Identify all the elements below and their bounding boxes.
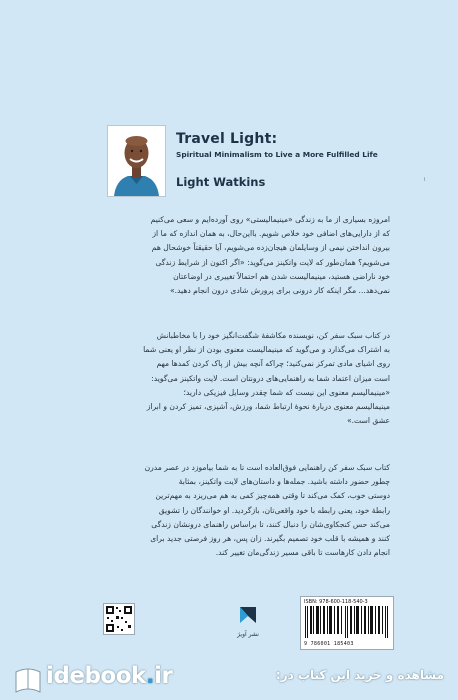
paragraph-line: روی اشیای مادی تمرکز نمی‌کنید؛ چراکه آنچه بیش از پاک کردن کمدها مهم	[156, 359, 390, 369]
paragraph-line: بیرون انداختن نیمی از وسایلمان هیجان‌زده می‌شویم، آیا حقیقتاً خوشحال هم	[151, 243, 390, 253]
paragraph-line: کتاب سبک سفر کن راهنمایی فوق‌العاده است تا به شما بیاموزد در عصر مدرن	[144, 463, 390, 472]
paragraph-line: می‌کند حس کنجکاوی‌شان را دنبال کنند، تا براساس راهنمای درونشان زندگی	[151, 519, 390, 529]
barcode-icon	[305, 606, 389, 638]
site-tld: ir	[154, 663, 173, 689]
description-paragraph-3	[94, 461, 390, 560]
paragraph-line: امروزه بسیاری از ما به زندگی «مینیمالیستی» روی آورده‌ایم و سعی می‌کنیم	[150, 215, 390, 224]
paragraph-line: به اشتراک می‌گذارد و می‌گوید که مینیمالیست معنوی بودن از نظر او یعنی شما	[143, 345, 390, 355]
paragraph-line: چطور حضور داشته باشید. جمله‌ها و داستان‌های لایت واتکینز، بمثابهٔ	[178, 477, 390, 487]
paragraph-line: که از دارایی‌های اضافی خود خلاص شویم. بااین‌حال، به همان اندازه که ما از	[152, 229, 390, 239]
book-subtitle: Spiritual Minimalism to Live a More Fulfilled Life	[176, 150, 378, 159]
isbn-text: ISBN: 978-600-118-540-3	[304, 599, 368, 605]
author-photo	[107, 125, 166, 197]
qr-code-icon	[104, 604, 134, 634]
description-paragraph-2	[94, 329, 390, 428]
paragraph-line: «مینیمالیسم معنوی این نیست که شما چقدر وسایل فیزیکی دارید؛	[183, 387, 390, 397]
paragraph-line: کنند و همیشه با قلب خود تصمیم بگیرند. زان پس، هر روز فرصتی جدید برای	[150, 534, 390, 544]
paragraph-line: خود ناراضی هستید، مینیمالیست شدن هم احتمالاً تغییری در اوضاعتان	[173, 271, 390, 281]
side-mark: ۱	[423, 176, 427, 183]
paragraph-line: نمی‌دهد... مگر اینکه کار درونی برای پرورش شادی درون انجام دهید.»	[170, 286, 390, 296]
publisher-logo-icon	[237, 604, 259, 626]
paragraph-line: دوستی خوب، کمک می‌کند تا وقتی همه‌چیز کمی به هم می‌ریزد به مهم‌ترین	[155, 491, 390, 501]
buy-link-text[interactable]: مشاهده و خرید این کتاب در:	[275, 668, 444, 682]
paragraph-line: عشق است.»	[346, 416, 390, 426]
site-logo[interactable]	[46, 663, 172, 689]
site-dot: .	[145, 663, 155, 689]
publisher-name: نشر آویژ	[237, 631, 259, 638]
barcode-digits: 9 786001 185403	[304, 641, 354, 647]
paragraph-line: رابطهٔ خود، یعنی رابطه با خود واقعی‌تان، بازگردید. او خوانندگان را تشویق	[158, 505, 390, 515]
book-title: Travel Light:	[176, 131, 278, 147]
isbn-barcode-box	[300, 596, 394, 650]
description-paragraph-1	[94, 213, 390, 298]
publisher-logo	[233, 604, 263, 638]
title-block	[176, 131, 446, 159]
author-name: Light Watkins	[176, 175, 266, 189]
qr-code	[103, 603, 135, 635]
paragraph-line: مینیمالیسم معنوی دربارهٔ نحوهٔ ارتباط شما، ورزش، آشپزی، تمیز کردن و ابراز	[146, 402, 390, 412]
author-portrait-image	[108, 126, 165, 196]
paragraph-line: انجام دادن کارهاست تا باقی مسیر زندگی‌مان تغییر کند.	[215, 548, 390, 558]
paragraph-line: در کتاب سبک سفر کن، نویسنده مکاشفهٔ شگفت‌انگیز خود را با مخاطبانش	[156, 331, 390, 340]
paragraph-line: می‌شویم؟ همان‌طور که لایت واتکینز می‌گوید: «اگر اکنون از شرایط زندگی	[155, 257, 390, 267]
paragraph-line: است میزان اعتماد شما به راهنمایی‌های درونتان است. لایت واتکینز می‌گوید:	[151, 373, 390, 383]
site-name: idebook	[46, 663, 146, 689]
